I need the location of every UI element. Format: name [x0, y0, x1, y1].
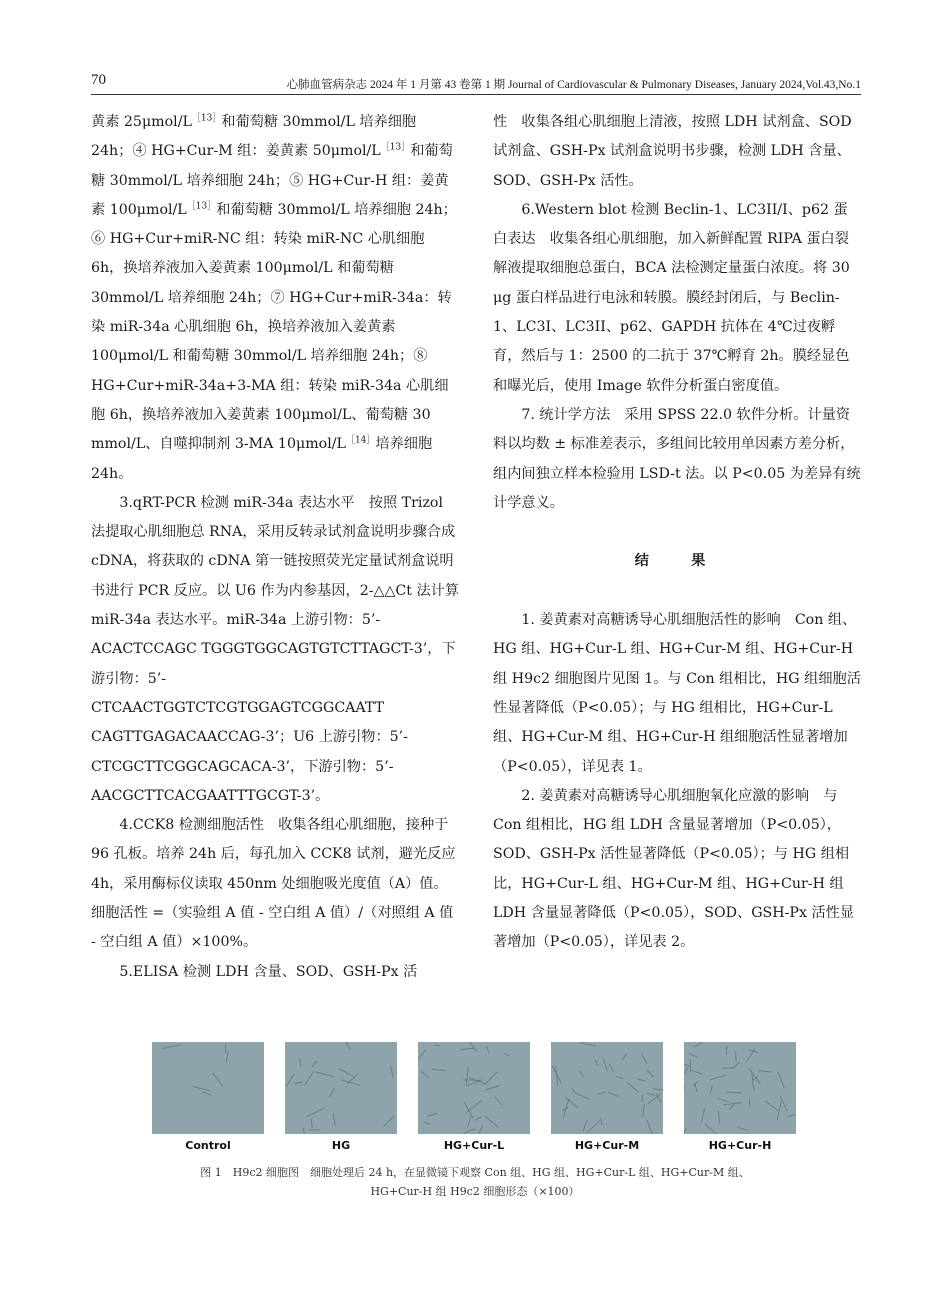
cell-mark [339, 1069, 354, 1077]
cell-mark [725, 1092, 742, 1093]
cell-mark [487, 1046, 489, 1053]
cell-mark [384, 1116, 395, 1127]
cell-mark [710, 1086, 712, 1095]
page-number: 70 [91, 72, 106, 88]
micrograph-hg-cur-l-image [418, 1042, 530, 1134]
cell-mark [329, 1088, 334, 1097]
cell-mark [427, 1113, 436, 1116]
cell-mark [485, 1072, 497, 1084]
panel-hg-cur-h [684, 1042, 796, 1152]
cell-mark [303, 1128, 305, 1134]
cell-mark [637, 1079, 646, 1081]
cell-mark [603, 1059, 607, 1072]
cell-mark [464, 1102, 473, 1119]
panel-label: HG [331, 1139, 351, 1152]
cell-mark [552, 1066, 561, 1084]
cell-mark [788, 1115, 796, 1117]
cell-mark [575, 1093, 590, 1099]
panel-label: HG+Cur-L [443, 1139, 505, 1152]
cell-mark [710, 1075, 725, 1080]
journal-info: 心肺血管病杂志 2024 年 1 月第 43 卷第 1 期 Journal of Cardiovascular & Pulmonary Diseases, January 2024,Vol.43,No.1 [286, 79, 861, 91]
cell-mark [616, 1076, 624, 1078]
cell-mark [738, 1127, 749, 1130]
running-header [91, 70, 861, 95]
cell-mark [642, 1095, 643, 1102]
cell-mark [307, 1108, 325, 1116]
cell-mark [315, 1072, 333, 1077]
cell-mark [563, 1099, 568, 1118]
western-blot-paragraph: 6.Western blot 检测 Beclin-1、LC3II/I、p62 蛋白表达 收集各组心肌细胞，加入新鲜配置 RIPA 蛋白裂解液提取细胞总蛋白，BCA 法检测定量蛋白浓度。将 30 μg 蛋白样品进行电泳和转膜。膜经封闭后，与 Beclin-1、LC3I、LC3II、p62、GAPDH 抗体在 4℃过夜孵育，然后与 1：2500 的二抗于 37℃孵育 2h。膜经显色和曝光后，使用 Image 软件分析蛋白密度值。 [493, 201, 850, 394]
cell-mark [599, 1092, 606, 1094]
cell-mark [759, 1071, 772, 1072]
cell-mark [294, 1082, 303, 1083]
cell-mark [777, 1102, 781, 1120]
cell-mark [608, 1092, 619, 1096]
cell-mark [694, 1042, 712, 1047]
cell-mark [475, 1117, 482, 1121]
cell-mark [418, 1050, 426, 1063]
cell-mark [765, 1101, 778, 1111]
cell-mark [718, 1111, 720, 1124]
cell-mark [601, 1118, 602, 1125]
cell-mark [391, 1066, 394, 1079]
caption-line-1: 图 1 H9c2 细胞图 细胞处理后 24 h，在显微镜下观察 Con 组、HG 组、HG+Cur-L 组、HG+Cur-M 组、 [200, 1166, 750, 1179]
panel-hg-cur-l [418, 1042, 530, 1152]
cell-mark [333, 1113, 335, 1125]
cell-mark [723, 1103, 741, 1105]
cell-mark [583, 1120, 587, 1131]
results-activity-paragraph: 1. 姜黄素对高糖诱导心肌细胞活性的影响 Con 组、HG 组、HG+Cur-L 组、HG+Cur-M 组、HG+Cur-H 组 H9c2 细胞图片见图 1。与 Con 组相比，HG 组细胞活性显著降低（P<0.05）；与 HG 组相比，HG+Cur-L 组、HG+Cur-M 组、HG+Cur-H 组细胞活性显著增加（P<0.05），详见表 1。 [493, 612, 861, 775]
cell-mark [647, 1120, 654, 1134]
cell-mark [300, 1059, 301, 1066]
cell-mark [485, 1116, 498, 1128]
cell-mark [421, 1071, 429, 1078]
cell-mark [628, 1082, 639, 1092]
cell-mark [423, 1122, 430, 1124]
cell-mark [432, 1069, 446, 1070]
cell-mark [466, 1101, 481, 1113]
panel-control [152, 1042, 264, 1152]
cell-mark [580, 1043, 596, 1046]
cell-mark [469, 1042, 477, 1052]
cell-mark [162, 1045, 181, 1049]
cell-mark [464, 1129, 475, 1133]
cell-mark [467, 1080, 482, 1086]
cell-mark [467, 1116, 470, 1128]
cell-mark [485, 1086, 500, 1091]
caption-line-2: HG+Cur-H 组 H9c2 细胞形态（×100） [370, 1185, 580, 1198]
cell-mark [643, 1104, 644, 1117]
cell-mark [653, 1089, 663, 1090]
cell-mark [684, 1063, 690, 1067]
cell-mark [495, 1097, 502, 1105]
reference-14[interactable]: ［14］ [345, 435, 376, 446]
cell-mark [749, 1068, 760, 1084]
panel-hg-cur-m [551, 1042, 663, 1152]
cell-mark [701, 1108, 704, 1122]
cell-mark [466, 1067, 468, 1086]
cell-mark [780, 1097, 787, 1112]
cell-mark [726, 1046, 727, 1055]
cell-mark [286, 1074, 294, 1087]
cell-mark [647, 1070, 654, 1077]
cell-mark [684, 1128, 686, 1134]
results-heading: 结 果 [634, 553, 720, 570]
group-list-paragraph: 黄素 $25\mu mol/L^{[13]}$和葡萄糖 30mmol/L 培养细胞 24h；④ HG+Cur-M 组：姜黄素 $50\mu mol/L^{[13]}$和葡萄糖 30mmol/L 培养细胞 24h；⑤ HG+Cur-H 组：姜黄素 $100\mu mol/L^{[13]}$和葡萄糖 30mmol/L 培养细胞 24h；⑥ HG+Cur+miR-NC 组：转染 miR-NC 心肌细胞 6h，换培养液加入姜黄素 100μmol/L 和葡萄糖 30mmol/L 培养细胞 24h；⑦ HG+Cur+miR-34a：转染 miR-34a 心肌细胞 6h，换培养液加入姜黄素 100μmol/L 和葡萄糖 30mmol/L 培养细胞 24h；⑧ HG+Cur+miR-34a+3-MA 组：转染 miR-34a 心肌细胞 6h，换培养液加入姜黄素 100μmol/L、葡萄糖 30 mmol/L、自噬抑制剂 3-MA $10\mu mol/L^{[14]}$培养细胞 24h。 [91, 113, 457, 482]
cell-mark [717, 1098, 729, 1101]
cell-mark [691, 1070, 702, 1074]
cell-mark [587, 1120, 601, 1133]
micrograph-hg-cur-m-image [551, 1042, 663, 1134]
right-column [493, 108, 861, 958]
cell-mark [504, 1053, 509, 1056]
reference-13[interactable]: ［13］ [186, 201, 217, 212]
cell-mark [623, 1053, 627, 1060]
cell-mark [311, 1119, 312, 1128]
cell-mark [203, 1092, 212, 1095]
cell-mark [595, 1060, 597, 1066]
micrograph-hg-cur-h-image [684, 1042, 796, 1134]
panel-label: Control [185, 1139, 231, 1152]
figure-caption [120, 1163, 830, 1201]
cell-mark [688, 1053, 698, 1058]
cell-mark [580, 1071, 584, 1078]
cell-mark [193, 1086, 211, 1090]
cell-mark [705, 1124, 717, 1134]
elisa-paragraph: 5.ELISA 检测 LDH 含量、SOD、GSH-Px 活 [119, 963, 418, 980]
cell-mark [460, 1048, 474, 1049]
panel-hg [285, 1042, 397, 1152]
statistics-paragraph: 7. 统计学方法 采用 SPSS 22.0 软件分析。计量资料以均数 ± 标准差表示，多组间比较用单因素方差分析，组内间独立样本检验用 LSD-t 法。以 P<0.05 为差异有统计学意义。 [493, 406, 861, 511]
cell-mark [226, 1050, 228, 1063]
cell-mark [736, 1051, 737, 1061]
cell-mark [469, 1077, 486, 1084]
cell-mark [305, 1071, 314, 1085]
cell-mark [434, 1045, 440, 1047]
elisa-paragraph-cont: 性 收集各组心肌细胞上清液，按照 LDH 试剂盒、SOD 试剂盒、GSH-Px 试剂盒说明书步骤，检测 LDH 含量、SOD、GSH-Px 活性。 [493, 114, 852, 189]
cell-mark [572, 1088, 575, 1093]
panel-label: HG+Cur-H [708, 1139, 772, 1152]
cell-mark [778, 1072, 784, 1088]
cell-mark [609, 1064, 613, 1072]
cell-mark [641, 1053, 647, 1063]
cck8-paragraph: 4.CCK8 检测细胞活性 收集各组心肌细胞，接种于 96 孔板。培养 24h 后，每孔加入 CCK8 试剂，避光反应 4h，采用酶标仪读取 450nm 处细胞吸光度值（A）值。细胞活性 =（实验组 A 值 - 空白组 A 值）/（对照组 A 值 - 空白组 A 值）×100%。 [91, 817, 456, 951]
cell-mark [312, 1061, 317, 1067]
left-column [91, 108, 459, 987]
cell-mark [475, 1125, 482, 1134]
cell-mark [213, 1073, 224, 1086]
cell-mark [732, 1062, 739, 1068]
qrt-pcr-paragraph: 3.qRT-PCR 检测 miR-34a 表达水平 按照 Trizol 法提取心肌细胞总 RNA，采用反转录试剂盒说明步骤合成 cDNA，将获取的 cDNA 第一链按照荧光定量试剂盒说明书进行 PCR 反应。以 U6 作为内参基因，2-△△Ct 法计算 miR-34a 表达水平。miR-34a 上游引物：5’-ACACTCCAGC TGGGTGGCAGTGTCTTAGCT-3’，下游引物：5’-CTCAACTGGTCTCGTGGAGTCGGCAATT CAGTTGAGACAACCAG-3’；U6 上游引物：5’-CTCGCTTCGGCAGCACA-3’，下游引物：5’-AACGCTTCACGAATTTGCGT-3’。 [91, 494, 460, 804]
cell-mark [729, 1104, 734, 1109]
cell-mark [463, 1080, 480, 1081]
reference-13[interactable]: ［13］ [380, 142, 411, 153]
micrograph-hg-image [285, 1042, 397, 1134]
micrograph-control-image [152, 1042, 264, 1134]
cell-mark [685, 1067, 688, 1073]
cell-mark [344, 1042, 350, 1049]
panel-label: HG+Cur-M [574, 1139, 640, 1152]
cell-mark [647, 1093, 655, 1095]
reference-13[interactable]: ［13］ [191, 113, 222, 124]
results-oxidative-paragraph: 2. 姜黄素对高糖诱导心肌细胞氧化应激的影响 与 Con 组相比，HG 组 LDH 含量显著增加（P<0.05），SOD、GSH-Px 活性显著降低（P<0.05）；与 HG 组相比，HG+Cur-L 组、HG+Cur-M 组、HG+Cur-H 组 LDH 含量显著降低（P<0.05），SOD、GSH-Px 活性显著增加（P<0.05），详见表 2。 [493, 787, 855, 951]
